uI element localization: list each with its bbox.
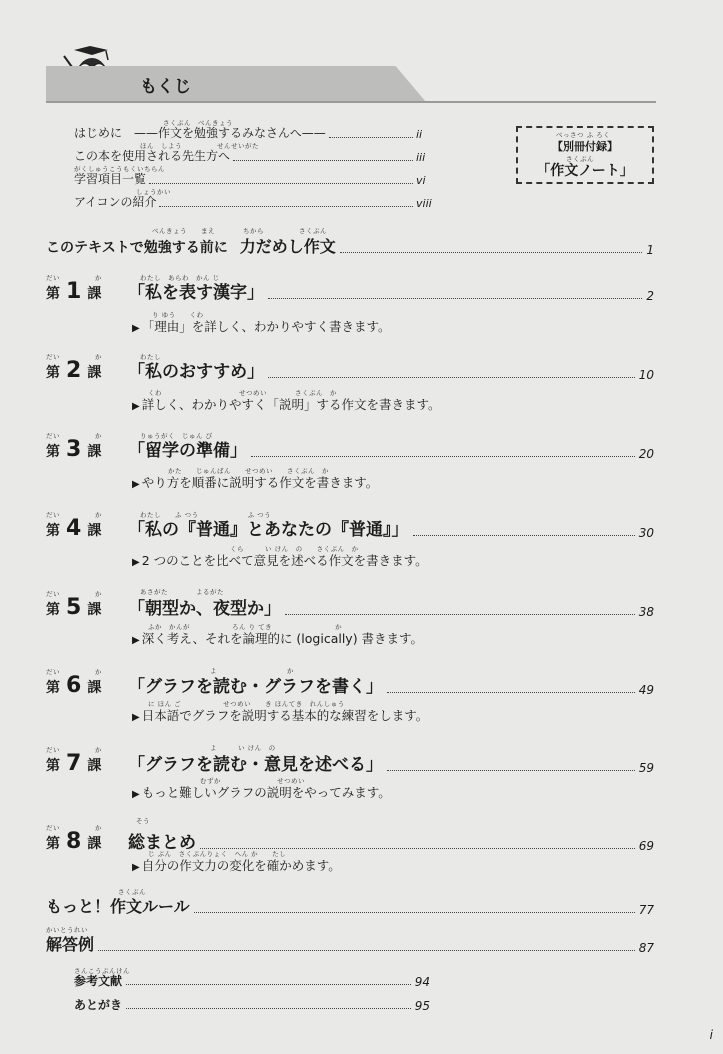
lesson-title: 「私のおすすめ」 xyxy=(128,362,265,382)
page-number: i xyxy=(709,1028,713,1042)
lesson-label: 第 5 課 xyxy=(46,595,102,620)
lesson-page: 20 xyxy=(638,447,654,461)
back-matter-page: 95 xyxy=(414,999,430,1013)
dot-leader xyxy=(233,160,413,161)
toc-page: もくじ さくぶん べんきょう はじめに ——作文を勉強するみなさんへ—— ii ほん しよう せんせいがた この本を使用される先生方へ iii がくしゅうこうもくいちらん 学習項目一覧 vi しょうかい アイコンの紹介 viii べっさつ ふ ろく 【別冊付録】 さくぶん 「作文ノート」 べんきょう まえ ちから さくぶん このテキストで勉強する前に 力だめし作文 1 だい か わたし あらわ かん じ 第 1 課 「私を表す漢字」 2 り ゆう くわ ▶ 「理由」を詳しく、わかりやすく書きます。 だい か わたし 第 2 課 「私のおすすめ」 10 くわ せつめい さくぶん か ▶ 詳しく、わかりやすく「説明」する作文を書きます。 だい か りゅうがく じゅん び 第 3 課 「留学の準備」 20 かた じゅんばん せつめい さくぶん か ▶ やり方を順番に説明する作文を書きます。 だい か わたし ふ つう ふ つう 第 4 課 「私の『普通』とあなたの『普通』」 30 くら い けん の さくぶん か ▶ 2 つのことを比べて意見を述べる作文を書きます。 だい か あさがた よるがた 第 5 課 「朝型か、夜型か」 38 ふか かんが ろん り てき か ▶ 深く考え、それを論理的に (logically) 書きます。 だい か よ か 第 6 課 「グラフを読む・グラフを書く」 49 に ほん ご せつめい き ほんてき れんしゅう ▶ 日本語でグラフを説明する基本的な練習をします。 だい か よ い けん の 第 7 課 「グラフを読む・意見を述べる」 59 むずか せつめい ▶ もっと難しいグラフの説明をやってみます。 だい か そう 第 8 課 総まとめ 69 じ ぶん さくぶんりょく へん か たし ▶ 自分の作文力の変化を確かめます。 さくぶん もっと！作文ルール 77 かいとうれい 解答例 87 さんこうぶんけん 参考文献 94 あとがき 95 i xyxy=(0,0,723,1054)
pretest-page: 1 xyxy=(646,243,654,257)
lesson-description: ▶ 自分の作文力の変化を確かめます。 xyxy=(132,858,341,873)
lesson-description: ▶ 深く考え、それを論理的に (logically) 書きます。 xyxy=(132,631,424,646)
back-matter-title: 参考文献 xyxy=(74,974,123,988)
pretest-lead: このテキストで勉強する前に xyxy=(46,240,228,256)
lesson-title: 「グラフを読む・意見を述べる」 xyxy=(128,755,383,775)
page-title: もくじ xyxy=(140,77,191,97)
back-matter-title: 解答例 xyxy=(46,935,95,954)
header-rule xyxy=(46,101,656,103)
front-matter-page: vi xyxy=(416,174,426,187)
back-matter-page: 77 xyxy=(638,903,654,917)
dot-leader xyxy=(126,1008,411,1009)
lesson-page: 69 xyxy=(638,839,654,853)
front-matter-row xyxy=(74,170,430,187)
dot-leader xyxy=(126,984,411,985)
front-matter-title: この本を使用される先生方へ xyxy=(74,149,231,163)
lesson-page: 59 xyxy=(638,761,654,775)
back-matter-row xyxy=(46,932,654,955)
front-matter-title: アイコンの紹介 xyxy=(74,195,157,209)
lesson-label: 第 4 課 xyxy=(46,516,102,541)
back-matter-page: 87 xyxy=(638,941,654,955)
lesson-row xyxy=(46,515,654,540)
lesson-row xyxy=(46,750,654,775)
dot-leader xyxy=(268,377,635,378)
front-matter-row xyxy=(74,147,430,164)
lesson-description: ▶ 詳しく、わかりやすく「説明」する作文を書きます。 xyxy=(132,397,441,412)
lesson-row xyxy=(46,828,654,853)
back-matter-title: あとがき xyxy=(74,998,123,1012)
dot-leader xyxy=(268,298,642,299)
lesson-row xyxy=(46,278,654,303)
lesson-number: 6 xyxy=(66,673,82,698)
lesson-title: 「留学の準備」 xyxy=(128,441,247,461)
front-matter-row xyxy=(74,124,430,141)
supplement-label: 【別冊付録】 xyxy=(552,140,618,153)
back-matter-row xyxy=(46,894,654,917)
dot-leader xyxy=(340,252,643,253)
lesson-description: ▶ 日本語でグラフを説明する基本的な練習をします。 xyxy=(132,708,429,723)
lesson-number: 3 xyxy=(66,437,82,462)
lesson-description: ▶ もっと難しいグラフの説明をやってみます。 xyxy=(132,785,391,800)
front-matter-page: ii xyxy=(416,128,423,141)
lesson-page: 38 xyxy=(638,605,654,619)
lesson-label: 第 7 課 xyxy=(46,751,102,776)
lesson-title: 「私の『普通』とあなたの『普通』」 xyxy=(128,520,409,540)
front-matter-page: viii xyxy=(416,197,432,210)
arrow-icon: ▶ xyxy=(132,635,140,646)
lesson-title: 「私を表す漢字」 xyxy=(128,283,264,303)
front-matter-title: はじめに ——作文を勉強するみなさんへ—— xyxy=(74,126,326,140)
lesson-row xyxy=(46,436,654,461)
lesson-page: 2 xyxy=(646,289,654,303)
lesson-title: 「朝型か、夜型か」 xyxy=(128,599,281,619)
back-matter-page: 94 xyxy=(414,975,430,989)
dot-leader xyxy=(413,535,635,536)
arrow-icon: ▶ xyxy=(132,789,140,800)
header-band xyxy=(46,66,426,102)
front-matter-title: 学習項目一覧 xyxy=(74,172,147,186)
back-matter-title: もっと！作文ルール xyxy=(46,897,190,916)
arrow-icon: ▶ xyxy=(132,479,140,490)
arrow-icon: ▶ xyxy=(132,862,140,873)
arrow-icon: ▶ xyxy=(132,323,140,334)
lesson-description: ▶ 2 つのことを比べて意見を述べる作文を書きます。 xyxy=(132,553,428,568)
dot-leader xyxy=(329,137,413,138)
lesson-row xyxy=(46,672,654,697)
pretest-title: 力だめし作文 xyxy=(239,237,336,256)
lesson-row xyxy=(46,594,654,619)
pretest-row xyxy=(46,234,654,257)
front-matter-page: iii xyxy=(416,151,426,164)
front-matter-row xyxy=(74,193,430,210)
supplement-box: べっさつ ふ ろく 【別冊付録】 さくぶん 「作文ノート」 xyxy=(516,126,654,184)
lesson-label: 第 1 課 xyxy=(46,279,102,304)
lesson-number: 4 xyxy=(66,516,82,541)
dot-leader xyxy=(98,950,635,951)
dot-leader xyxy=(149,183,413,184)
lesson-description: ▶ 「理由」を詳しく、わかりやすく書きます。 xyxy=(132,319,391,334)
lesson-label: 第 3 課 xyxy=(46,437,102,462)
back-matter-row xyxy=(74,972,430,989)
lesson-page: 49 xyxy=(638,683,654,697)
lesson-label: 第 6 課 xyxy=(46,673,102,698)
lesson-number: 1 xyxy=(66,279,82,304)
lesson-label: 第 8 課 xyxy=(46,829,102,854)
lesson-number: 7 xyxy=(66,751,82,776)
dot-leader xyxy=(194,912,635,913)
dot-leader xyxy=(251,456,635,457)
lesson-page: 10 xyxy=(638,368,654,382)
supplement-title: 「作文ノート」 xyxy=(536,163,634,179)
dot-leader xyxy=(387,770,635,771)
arrow-icon: ▶ xyxy=(132,557,140,568)
lesson-page: 30 xyxy=(638,526,654,540)
lesson-description: ▶ やり方を順番に説明する作文を書きます。 xyxy=(132,475,379,490)
lesson-number: 8 xyxy=(66,829,82,854)
lesson-row xyxy=(46,357,654,382)
arrow-icon: ▶ xyxy=(132,401,140,412)
dot-leader xyxy=(159,206,413,207)
lesson-number: 2 xyxy=(66,358,82,383)
lesson-title: 総まとめ xyxy=(128,833,196,853)
lesson-number: 5 xyxy=(66,595,82,620)
lesson-title: 「グラフを読む・グラフを書く」 xyxy=(128,677,383,697)
lesson-label: 第 2 課 xyxy=(46,358,102,383)
dot-leader xyxy=(285,614,635,615)
dot-leader xyxy=(387,692,635,693)
arrow-icon: ▶ xyxy=(132,712,140,723)
back-matter-row xyxy=(74,996,430,1013)
